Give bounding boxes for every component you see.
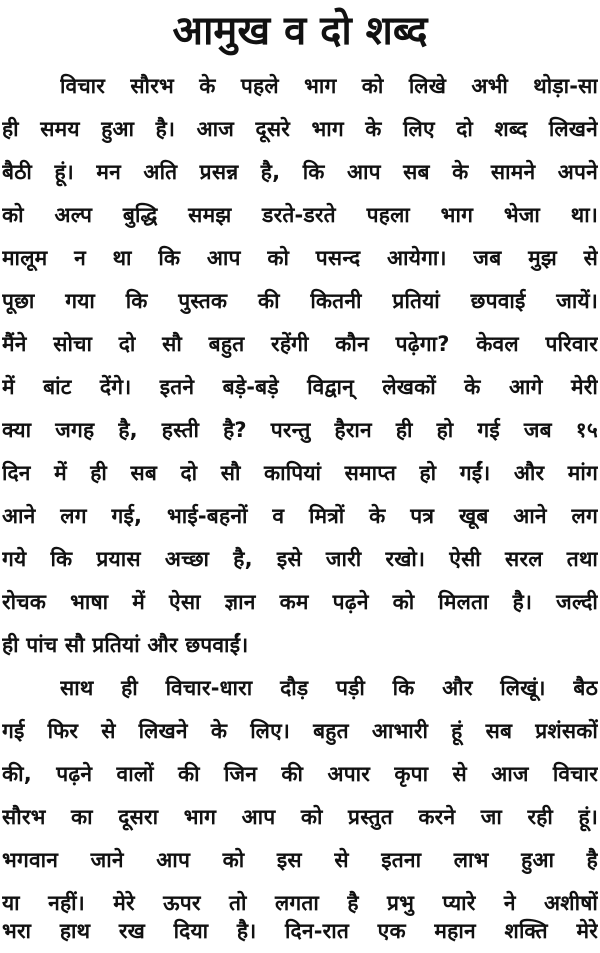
text-line: या नहीं। मेरे ऊपर तो लगता है प्रभु प्यारे ने अशीषों <box>2 891 598 915</box>
text-line: गई फिर से लिखने के लिए। बहुत आभारी हूं सब प्रशंसकों <box>2 719 598 743</box>
text-line: साथ ही विचार-धारा दौड़ पड़ी कि और लिखूं। बैठ <box>60 676 598 700</box>
text-line: क्या जगह है, हस्ती है? परन्तु हैरान ही हो गई जब १५ <box>2 418 598 442</box>
text-line: बैठी हूं। मन अति प्रसन्न है, कि आप सब के सामने अपने <box>2 160 598 184</box>
text-line: रोचक भाषा में ऐसा ज्ञान कम पढ़ने को मिलता है। जल्दी <box>2 590 598 614</box>
text-line: में बांट देंगे। इतने बड़े-बड़े विद्वान् लेखकों के आगे मेरी <box>2 375 598 399</box>
text-line: पूछा गया कि पुस्तक की कितनी प्रतियां छपवाई जायें। <box>2 289 598 313</box>
text-line: ही पांच सौ प्रतियां और छपवाईं। <box>2 633 249 657</box>
text-line: को अल्प बुद्धि समझ डरते-डरते पहला भाग भेजा था। <box>2 203 598 227</box>
text-line: गये कि प्रयास अच्छा है, इसे जारी रखो। ऐसी सरल तथा <box>2 547 598 571</box>
text-line: भरा हाथ रख दिया है। दिन-रात एक महान शक्ति मेरे <box>2 919 598 943</box>
text-line: आने लग गई, भाई-बहनों व मित्रों के पत्र खूब आने लग <box>2 504 598 528</box>
page-title: आमुख व दो शब्द <box>172 8 428 54</box>
text-line: की, पढ़ने वालों की जिन की अपार कृपा से आज विचार <box>2 762 598 786</box>
text-line: विचार सौरभ के पहले भाग को लिखे अभी थोड़ा-सा <box>60 74 598 98</box>
text-line: सौरभ का दूसरा भाग आप को प्रस्तुत करने जा रही हूं। <box>2 805 598 829</box>
text-line: दिन में ही सब दो सौ कापियां समाप्त हो गईं। और मांग <box>2 461 598 485</box>
text-line: मैंने सोचा दो सौ बहुत रहेंगी कौन पढ़ेगा? केवल परिवार <box>2 332 598 356</box>
text-line: भगवान जाने आप को इस से इतना लाभ हुआ है <box>2 848 598 872</box>
text-line: मालूम न था कि आप को पसन्द आयेगा। जब मुझ से <box>2 246 598 270</box>
text-line: ही समय हुआ है। आज दूसरे भाग के लिए दो शब्द लिखने <box>2 117 598 141</box>
